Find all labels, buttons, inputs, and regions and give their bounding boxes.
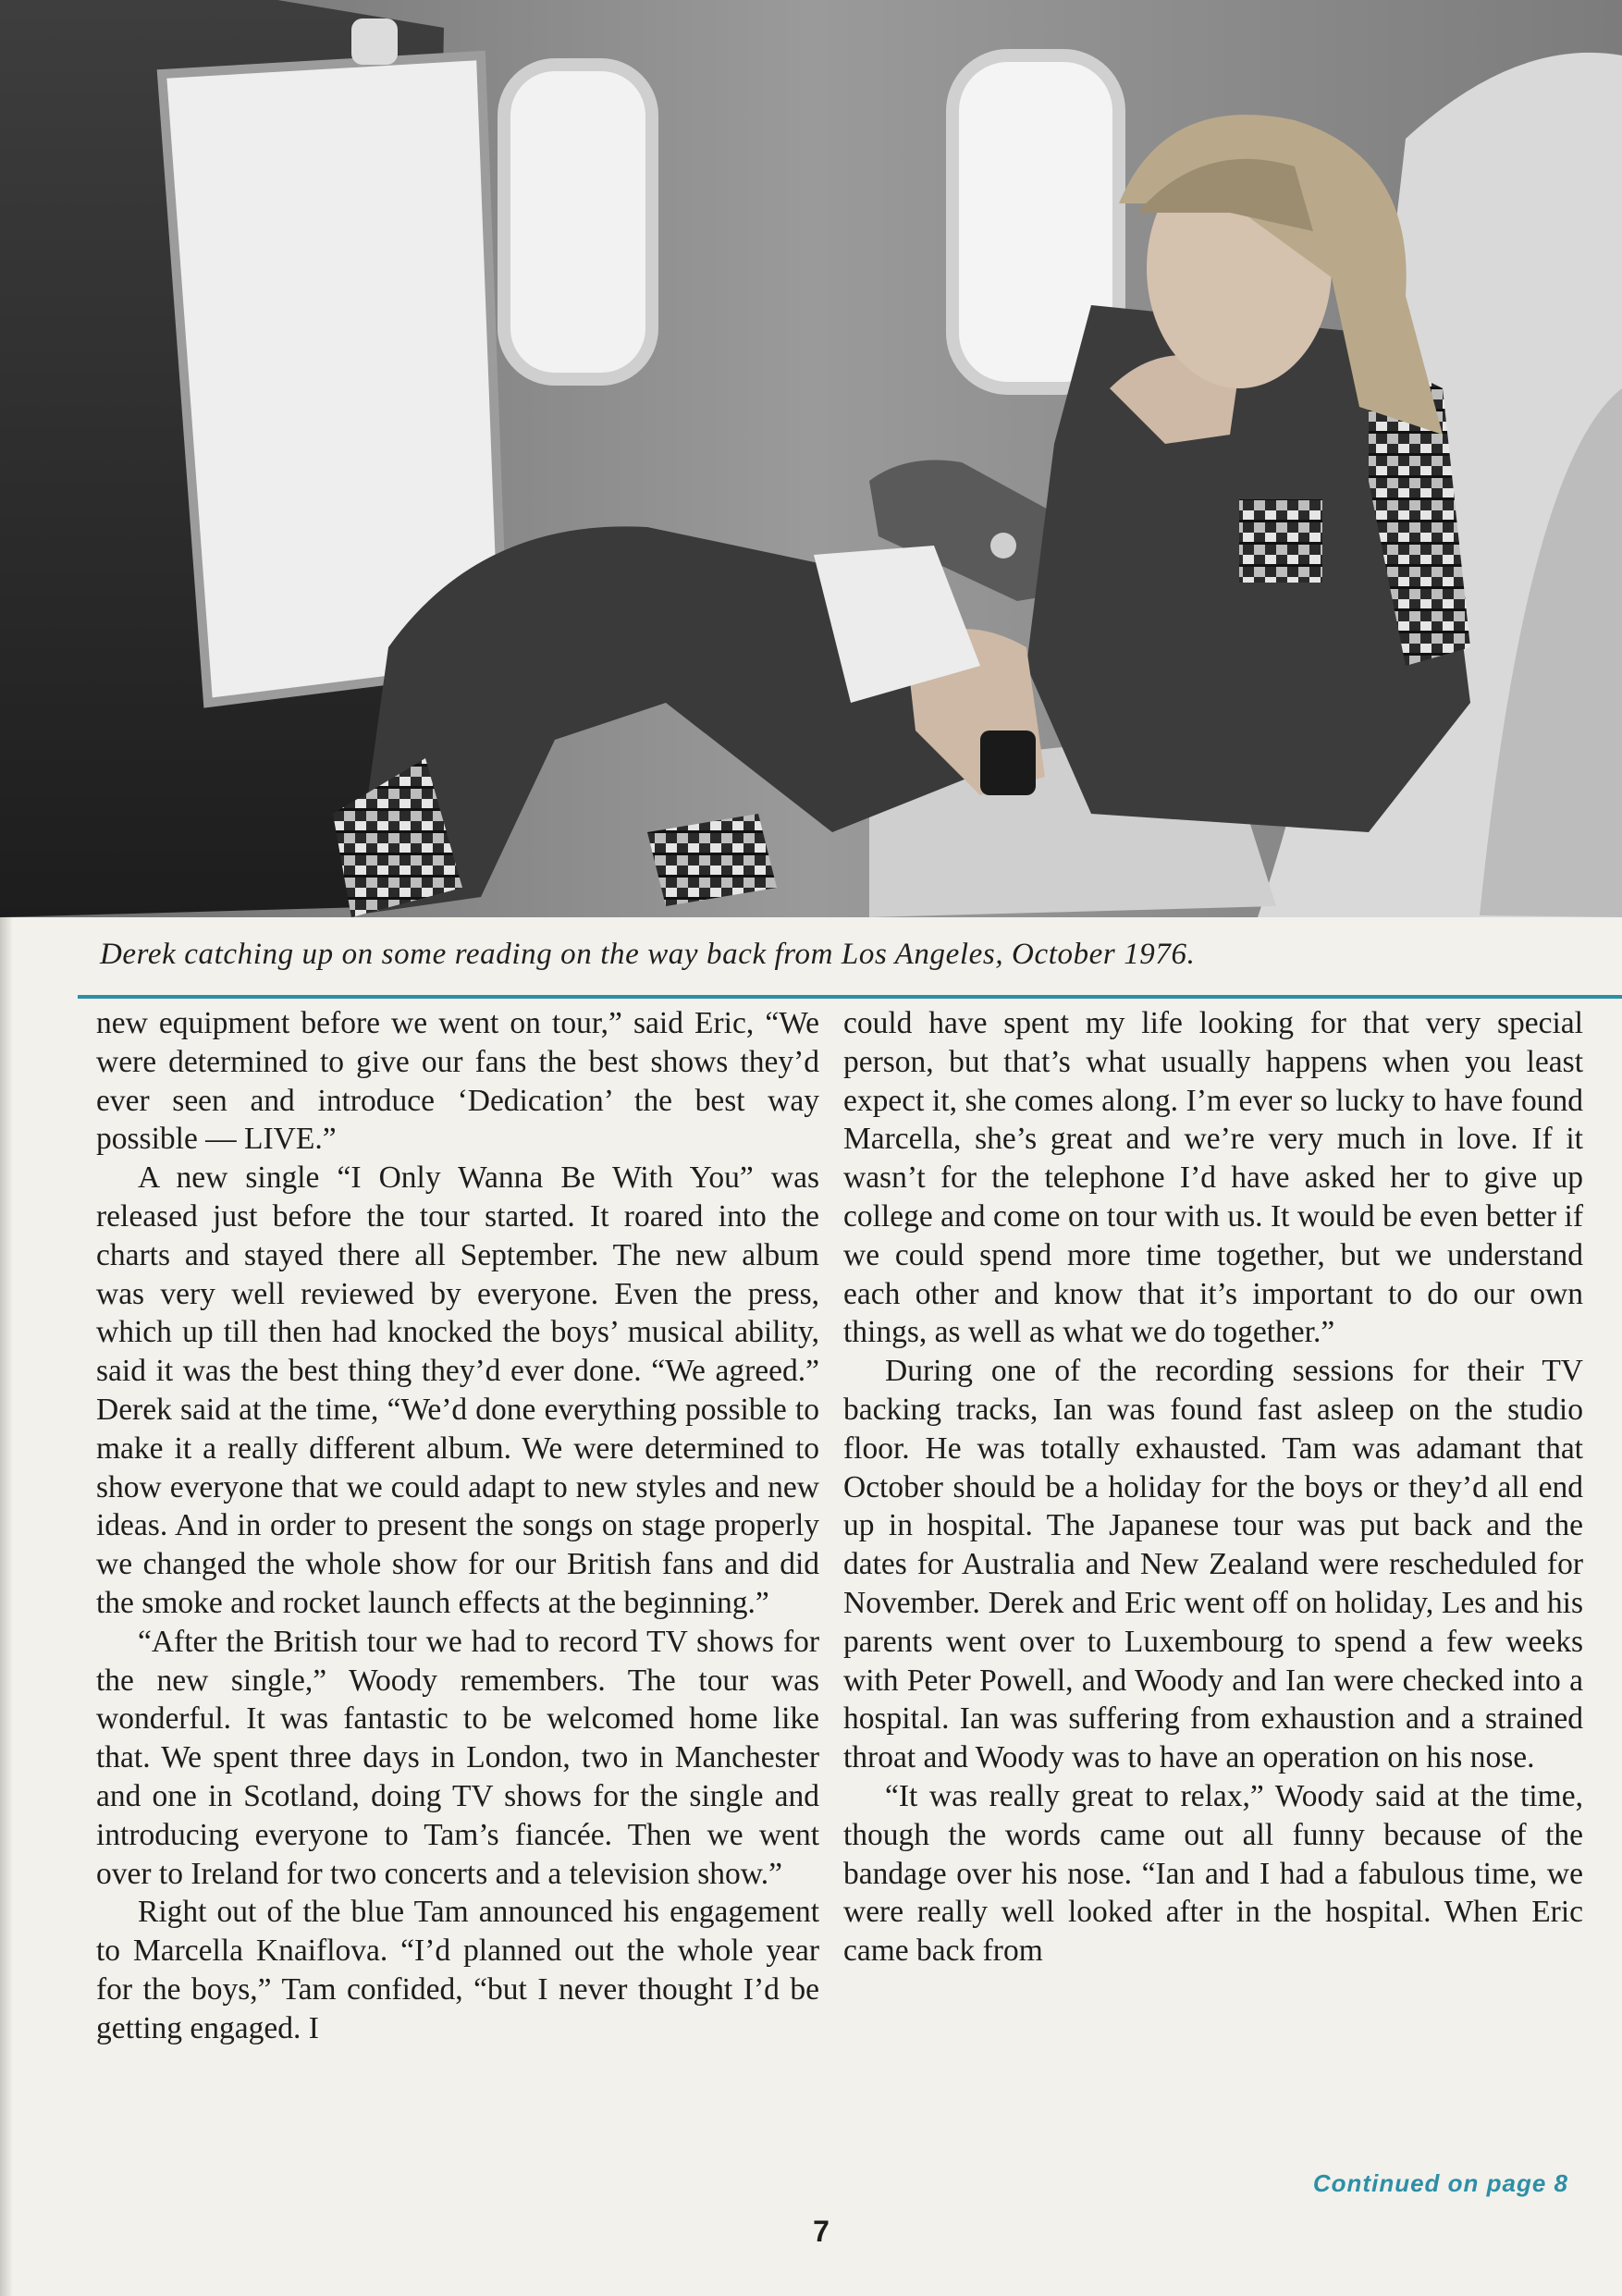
paragraph: A new single “I Only Wanna Be With You” was released just before the tour started. It roared into the charts and stayed there all September. The new album was very well reviewed by everyone. Even the press, which up till then had knocked the boys’ musical ability, said it was the best thing they’d ever done. “We agreed.” Derek said at the time, “We’d done everything possible to make it a really different album. We were determined to show everyone that we could adapt to new styles and new ideas. And in order to present the songs on stage properly we changed the whole show for our British fans and did the smoke and rocket launch effects at the beginning.”	[96, 1160, 819, 1620]
paragraph: “After the British tour we had to record TV shows for the new single,” Woody remembers. The tour was wonderful. It was fantastic to be welcomed home like that. We spent three days in London, two in Manchester and one in Scotland, doing TV shows for the single and introducing everyone to Tam’s fiancée. Then we went over to Ireland for two concerts and a television show.”	[96, 1624, 819, 1891]
continued-link[interactable]: Continued on page 8	[1312, 2169, 1568, 2197]
paragraph: could have spent my life looking for that very special person, but that’s what usually happens when you least expect it, she comes along. I’m ever so lucky to have found Marcella, she’s great and we’re very much in love. If it wasn’t for the telephone I’d have asked her to give up college and come on tour with us. It would be even better if we could spend more time together, but we understand each other and know that it’s important to do our own things, as well as what we do together.”	[843, 1006, 1583, 1350]
page-number: 7	[813, 2215, 829, 2248]
paragraph: “It was really great to relax,” Woody said at the time, though the words came out all funny because of the bandage over his nose. “Ian and I had a fabulous time, we were really well looked after in the hospital. When Eric came back from	[843, 1778, 1583, 1969]
paragraph: new equipment before we went on tour,” said Eric, “We were determined to give our fans the best shows they’d ever seen and introduce ‘Dedication’ the best way possible — LIVE.”	[96, 1006, 819, 1157]
photo-illustration	[0, 0, 1622, 917]
paragraph: Right out of the blue Tam announced his engagement to Marcella Knaiflova. “I’d planned out the whole year for the boys,” Tam confided, “but I never thought I’d be getting engaged. I	[96, 1895, 819, 2045]
page-edge-shadow	[0, 917, 13, 2296]
airplane-passenger-photo	[0, 0, 1622, 917]
divider-rule	[78, 995, 1622, 999]
photo-caption: Derek catching up on some reading on the way back from Los Angeles, October 1976.	[100, 938, 1196, 971]
paragraph: During one of the recording sessions for their TV backing tracks, Ian was found fast asleep on the studio floor. He was totally exhausted. Tam was adamant that October should be a holiday for the boys or they’d all end up in hospital. The Japanese tour was put back and the dates for Australia and New Zealand were rescheduled for November. Derek and Eric went off on holiday, Les and his parents went over to Luxembourg to spend a few weeks with Peter Powell, and Woody and Ian were checked into a hospital. Ian was suffering from exhaustion and a strained throat and Woody was to have an operation on his nose.	[843, 1354, 1583, 1775]
left-column	[96, 1004, 819, 2048]
right-column	[843, 1004, 1583, 1971]
